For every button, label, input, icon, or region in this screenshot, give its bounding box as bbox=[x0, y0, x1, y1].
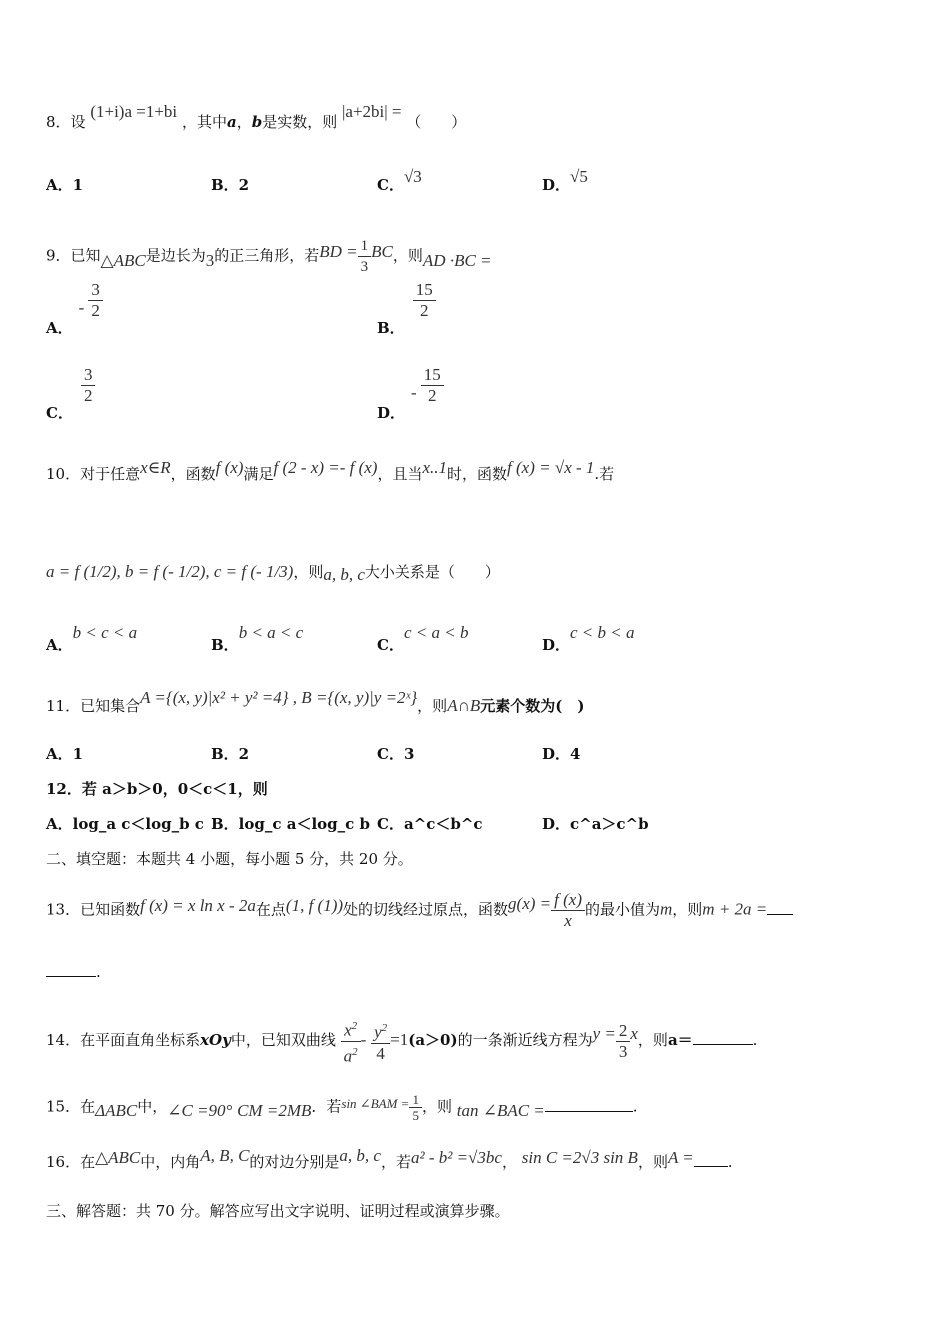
math-expression: ΔABC bbox=[95, 1100, 138, 1120]
question-14: 14．在平面直角坐标系xOy中，已知双曲线 $\frac{x^2}{a^2}$ - $\frac{y^2}{4}$ =1(a＞0)的一条渐近线方程为y = $\frac{2}{3}$ x，则a＝ . bbox=[46, 1016, 757, 1066]
variable-b: b bbox=[251, 113, 263, 131]
option-b: B． $\frac{15}{2}$ bbox=[377, 280, 436, 321]
option-c: C．3 bbox=[377, 745, 415, 763]
math-expression: A ={(x, y)|x² + y² =4} , B ={(x, y)|y =2ˣ} bbox=[140, 688, 418, 707]
question-text: ， bbox=[236, 113, 252, 131]
answer-blank[interactable] bbox=[46, 962, 96, 977]
option-b: B．b < a < c bbox=[211, 623, 304, 654]
fraction-x-squared: $\frac{x^2}{a^2}$ bbox=[341, 1016, 361, 1066]
question-9: 9．已知△ABC是边长为3的正三角形，若BD = $\frac{1}{3}$ BC，则AD ·BC = bbox=[46, 238, 492, 275]
math-expression: △ABC bbox=[95, 1148, 141, 1167]
answer-blank[interactable] bbox=[694, 1152, 728, 1167]
option-c: C．√3 bbox=[377, 167, 422, 194]
question-9-options bbox=[46, 280, 846, 422]
option-c: C．a^c＜b^c bbox=[377, 815, 483, 833]
math-expression: x∈R bbox=[140, 458, 171, 477]
option-d: D．- $\frac{15}{2}$ bbox=[377, 365, 444, 406]
answer-blank[interactable] bbox=[693, 1030, 753, 1045]
option-d: D．4 bbox=[542, 745, 581, 763]
dot-product: AD ·BC = bbox=[422, 250, 492, 270]
option-b: B．2 bbox=[211, 176, 250, 194]
option-a: A．- $\frac{3}{2}$ bbox=[46, 280, 103, 321]
fraction: $\frac{2}{3}$ bbox=[616, 1021, 631, 1062]
fraction-y-squared: $\frac{y^2}{4}$ bbox=[371, 1018, 390, 1064]
option-c: C． $\frac{3}{2}$ bbox=[46, 365, 95, 406]
option-a: A．1 bbox=[46, 745, 84, 763]
fraction: $\frac{f (x)}{x}$ bbox=[551, 890, 585, 931]
option-c: C．c < a < b bbox=[377, 623, 469, 654]
math-expression: △ABC bbox=[100, 250, 146, 270]
question-8 bbox=[46, 102, 467, 132]
option-a: A．log_a c＜log_b c bbox=[46, 815, 204, 833]
math-expression: f (x) = x ln x - 2a bbox=[140, 895, 256, 915]
question-text: ，其中 bbox=[181, 113, 227, 131]
question-12: 12．若 a＞b＞0，0＜c＜1，则 bbox=[46, 780, 268, 798]
question-16: 16．在△ABC中，内角A, B, C的对边分别是a, b, c，若a² - b² =√3bc， sin C =2√3 sin B，则A = . bbox=[46, 1146, 733, 1171]
question-13: 13．已知函数f (x) = x ln x - 2a在点(1, f (1))处的切线经过原点，函数g(x) = $\frac{f (x)}{x}$ 的最小值为m，则m + 2a = bbox=[46, 890, 793, 931]
question-11: 11．已知集合A ={(x, y)|x² + y² =4} , B ={(x, y)|y =2ˣ}，则A∩B元素个数为( ) bbox=[46, 688, 585, 715]
question-15: 15．在ΔABC中，∠C =90° CM =2MB．若sin ∠BAM = $\frac{1}{5}$ ，则 tan ∠BAC = . bbox=[46, 1092, 638, 1123]
question-number: 8．设 bbox=[46, 113, 86, 131]
math-expression: (1+i)a =1+bi bbox=[90, 102, 178, 121]
math-expression: |a+2bi| = bbox=[342, 102, 402, 121]
option-d: D．√5 bbox=[542, 167, 588, 194]
question-10: 10．对于任意x∈R，函数f (x)满足f (2 - x) =- f (x)，且当x..1时，函数f (x) = √x - 1.若 bbox=[46, 458, 615, 483]
section-heading-solutions: 三、解答题：共 70 分。解答应写出文字说明、证明过程或演算步骤。 bbox=[46, 1202, 510, 1220]
question-10-continued: a = f (1/2), b = f (- 1/2), c = f (- 1/3)，则a, b, c大小关系是（ ） bbox=[46, 562, 500, 584]
question-text: 是实数，则 bbox=[262, 113, 338, 131]
option-d: D．c^a＞c^b bbox=[542, 815, 649, 833]
math-expression: a = f (1/2), b = f (- 1/2), c = f (- 1/3) bbox=[46, 562, 294, 581]
variable-a: a bbox=[226, 113, 237, 131]
answer-blank[interactable] bbox=[767, 900, 793, 915]
option-b: B．log_c a＜log_c b bbox=[211, 815, 370, 833]
fraction: $\frac{1}{3}$ bbox=[358, 236, 372, 277]
option-b: B．2 bbox=[211, 745, 250, 763]
fraction: $\frac{1}{5}$ bbox=[409, 1092, 422, 1123]
option-a: A．b < c < a bbox=[46, 623, 138, 654]
option-d: D．c < b < a bbox=[542, 623, 635, 654]
answer-paren: （ ） bbox=[406, 113, 467, 131]
option-a: A．1 bbox=[46, 176, 84, 194]
question-13-continued: . bbox=[46, 962, 101, 982]
answer-blank[interactable] bbox=[545, 1097, 633, 1112]
section-heading-fill-in: 二、填空题：本题共 4 小题，每小题 5 分，共 20 分。 bbox=[46, 850, 413, 868]
